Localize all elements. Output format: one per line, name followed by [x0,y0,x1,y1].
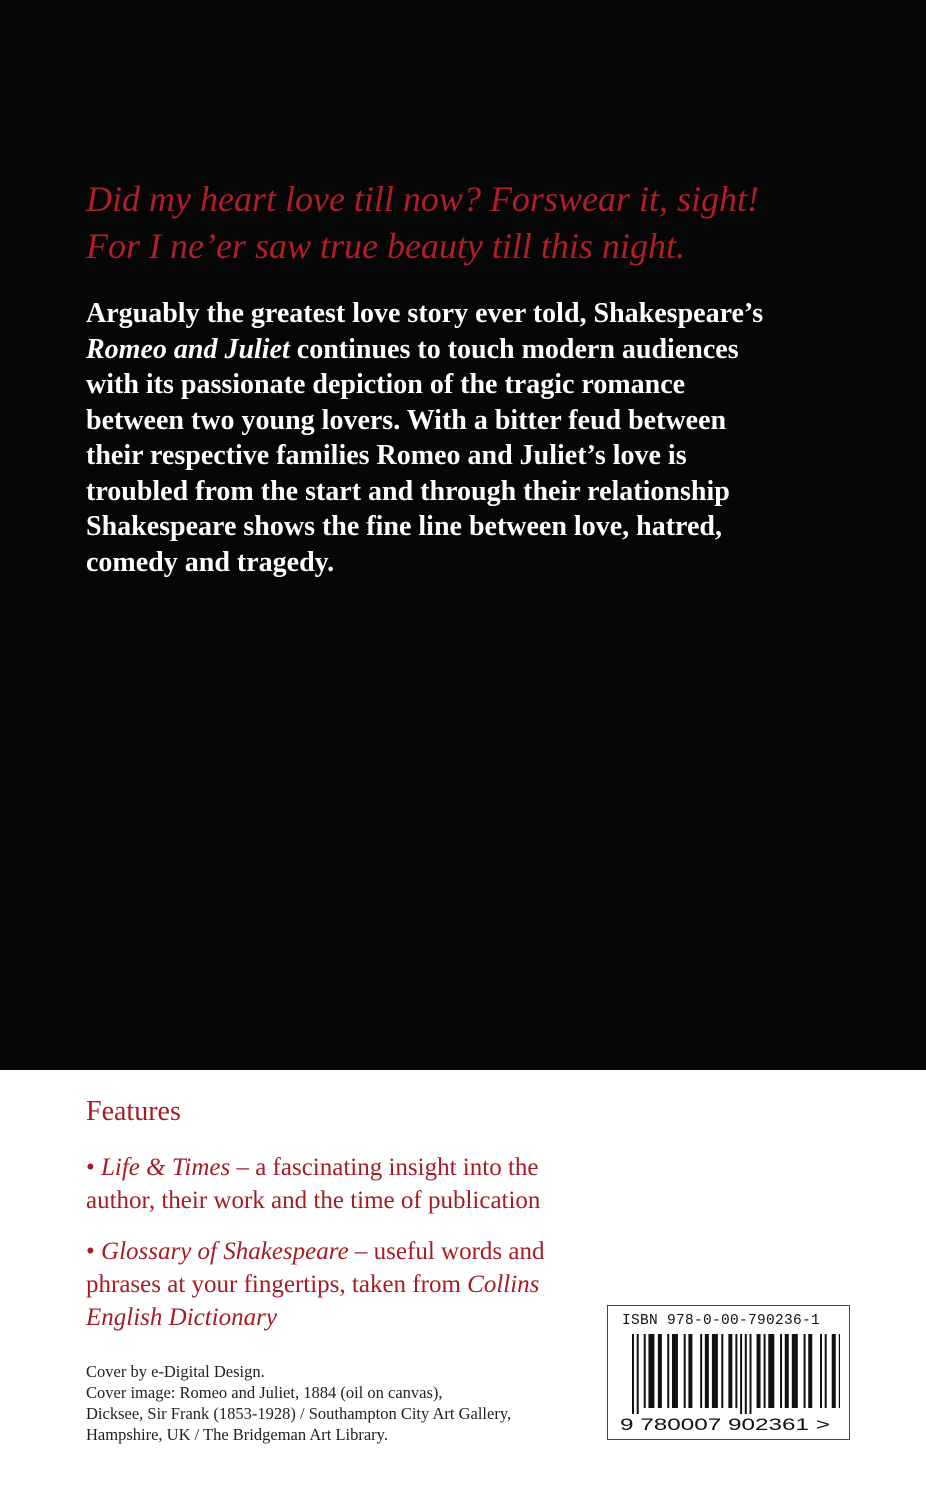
isbn-label: ISBN 978-0-00-790236-1 [622,1313,821,1329]
blurb-line: Shakespeare shows the fine line between love, hatred, [86,511,722,542]
barcode-bar [644,1334,646,1408]
blurb-line: Arguably the greatest love story ever told, Shakespeare’s [86,298,764,329]
feature-item-life-times [86,1151,540,1217]
feature-line [86,1268,544,1301]
feature-title: Life & Times [101,1154,231,1181]
barcode-bar [780,1334,782,1408]
barcode-bar [745,1334,747,1414]
feature-text: phrases at your fingertips, taken from [86,1271,468,1298]
barcode-bar [804,1334,806,1408]
feature-line [86,1301,544,1334]
isbn-barcode-box [607,1305,850,1440]
barcode-bar [672,1334,678,1408]
blurb-line: with its passionate depiction of the tragic romance [86,369,686,400]
credit-line: Hampshire, UK / The Bridgeman Art Library. [86,1425,388,1444]
barcode-bar [768,1334,774,1408]
barcode-bars [632,1334,840,1414]
barcode-digits: 9 780007 902361 > [620,1415,831,1434]
features-heading: Features [86,1096,181,1127]
barcode-graphic [618,1334,840,1434]
barcode-bar [658,1334,662,1408]
blurb-line: troubled from the start and through their relationship [86,475,730,507]
barcode-bar [764,1334,766,1408]
barcode-bar [757,1334,761,1408]
barcode-bar [735,1334,737,1408]
quote-line: Did my heart love till now? Forswear it, sight! [86,179,759,219]
feature-line [86,1151,540,1184]
blurb-line: comedy and tragedy. [86,546,335,578]
barcode-bar [700,1334,702,1408]
feature-line [86,1235,544,1268]
feature-item-glossary [86,1235,544,1334]
barcode-bar [721,1334,723,1408]
barcode-bar [750,1334,752,1414]
feature-text: – useful words and [348,1238,545,1265]
feature-line: author, their work and the time of publication [86,1187,541,1214]
barcode-bar [832,1334,836,1408]
cover-credits [86,1361,511,1445]
barcode-bar [825,1334,827,1408]
barcode-bar [632,1334,634,1414]
barcode-bar [792,1334,798,1408]
blurb-line-rest: continues to touch modern audiences [289,333,739,365]
dictionary-title: English Dictionary [86,1304,277,1331]
barcode-bar [688,1334,692,1408]
barcode-bar [820,1334,822,1408]
pull-quote [86,176,759,270]
barcode-bar [712,1334,718,1408]
credit-line: Dicksee, Sir Frank (1853-1928) / Southampton City Art Gallery, [86,1404,512,1423]
barcode-bar [728,1334,732,1408]
credit-line: Cover by e-Digital Design. [86,1362,265,1381]
barcode-bar [667,1334,669,1408]
blurb-line [86,332,846,368]
book-blurb [86,296,846,580]
bullet-icon: • [86,1154,102,1181]
barcode-bar [740,1334,742,1414]
blurb-line: their respective families Romeo and Juliet’s love is [86,440,687,471]
barcode-bar [808,1334,812,1408]
barcode-bar [705,1334,709,1408]
blurb-line: between two young lovers. With a bitter feud between [86,404,727,436]
barcode-bar [785,1334,789,1408]
credit-line: Cover image: Romeo and Juliet, 1884 (oil on canvas), [86,1383,443,1402]
feature-title: Glossary of Shakespeare [101,1238,349,1265]
dictionary-title: Collins [467,1271,540,1298]
barcode-bar [684,1334,686,1408]
barcode-bar [648,1334,654,1408]
barcode-bar [839,1334,840,1408]
bullet-icon: • [86,1238,102,1265]
quote-line: For I ne’er saw true beauty till this night. [86,226,685,266]
feature-text: – a fascinating insight into the [230,1154,539,1181]
barcode-bar [637,1334,639,1414]
blurb-play-title: Romeo and Juliet [86,333,290,365]
